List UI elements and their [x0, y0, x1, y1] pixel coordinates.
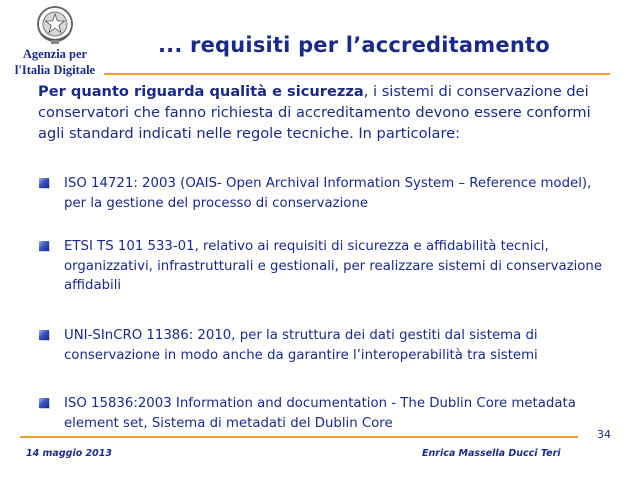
intro-paragraph — [38, 81, 613, 144]
title-divider — [104, 73, 610, 75]
list-item — [38, 394, 613, 433]
bullet-square-icon — [39, 178, 49, 188]
slide-title: ... requisiti per l’accreditamento — [158, 33, 550, 57]
bullet-square-icon — [39, 330, 49, 340]
footer-date: 14 maggio 2013 — [26, 448, 112, 459]
footer-author: Enrica Massella Ducci Teri — [422, 448, 561, 459]
italian-republic-emblem-icon — [35, 4, 75, 46]
list-item-text: ISO 14721: 2003 (OAIS- Open Archival Information System – Reference model), per la gestione del processo di conservazione — [64, 176, 592, 211]
intro-bold-text: Per quanto riguarda qualità e sicurezza — [38, 83, 364, 100]
list-item-text: ISO 15836:2003 Information and documentation - The Dublin Core metadata element set, Sistema di metadati del Dublin Core — [64, 396, 576, 431]
list-item — [38, 237, 613, 296]
bullet-square-icon — [39, 241, 49, 251]
intro-text: , i sistemi di conservazione dei conservatori che fanno richiesta di accreditamento devono essere conformi agli standard indicati nelle regole tecniche. In particolare: — [38, 83, 591, 142]
list-item — [38, 326, 613, 365]
list-item-text: UNI-SInCRO 11386: 2010, per la struttura dei dati gestiti dal sistema di conservazione in modo anche da garantire l’interoperabilità tra sistemi — [64, 328, 538, 363]
agency-name-line1: Agenzia per — [22, 47, 88, 61]
agency-logo — [6, 4, 104, 78]
list-item — [38, 174, 613, 213]
list-item-text: ETSI TS 101 533-01, relativo ai requisiti di sicurezza e affidabilità tecnici, organizzativi, infrastrutturali e gestionali, per realizzare sistemi di conservazione affidabili — [64, 239, 603, 293]
page-number: 34 — [597, 428, 611, 441]
footer-divider — [20, 436, 578, 438]
bullet-square-icon — [39, 398, 49, 408]
agency-name-line2: l'Italia Digitale — [14, 63, 96, 77]
